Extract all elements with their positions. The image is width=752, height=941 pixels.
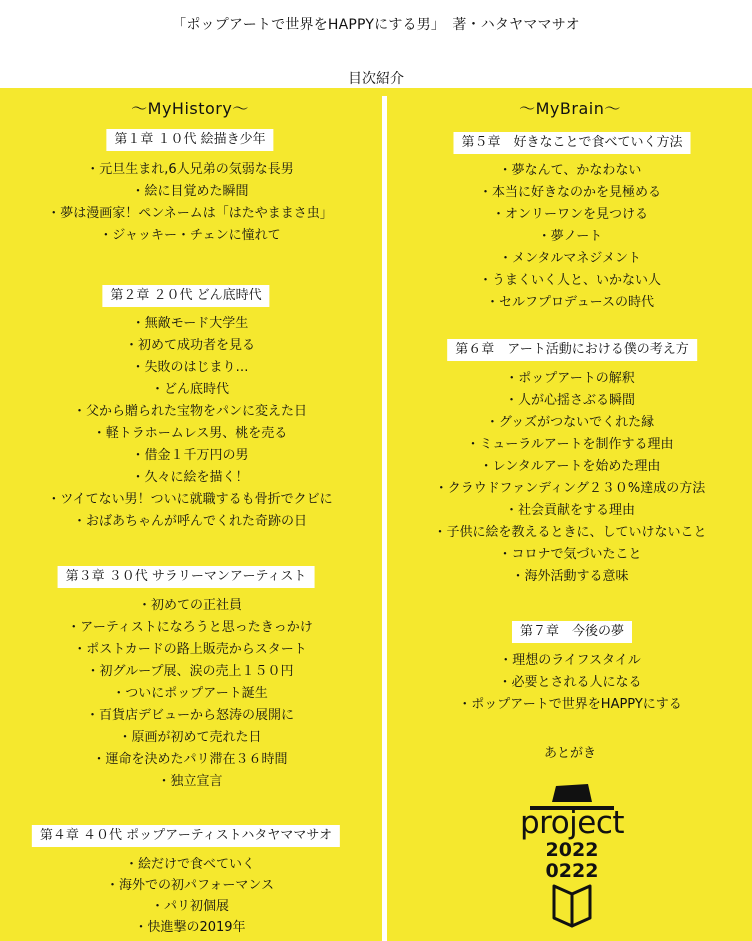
list-item: ・パリ初個展: [150, 899, 229, 914]
logo-date: 0222: [545, 860, 599, 882]
list-item: ・元旦生まれ,6人兄弟の気弱な長男: [86, 162, 294, 177]
list-item: ・アーティストになろうと思ったきっかけ: [67, 620, 313, 635]
chapter-6-title: 第６章 アート活動における僕の考え方: [447, 339, 697, 361]
list-item: ・ジャッキー・チェンに憧れて: [99, 228, 281, 243]
list-item: ・必要とされる人になる: [498, 675, 642, 690]
chapter-2-title: 第２章 ２０代 どん底時代: [102, 285, 269, 307]
chapter-3-title: 第３章 ３０代 サラリーマンアーティスト: [58, 566, 315, 588]
list-item: ・軽トラホームレス男、桃を売る: [92, 426, 288, 441]
list-item: ・おばあちゃんが呼んでくれた奇跡の日: [72, 514, 307, 529]
list-item: ・絵に目覚めた瞬間: [131, 184, 249, 199]
list-item: ・メンタルマネジメント: [498, 251, 642, 266]
chapter-3-items: [0, 595, 380, 793]
project-logo: [516, 780, 628, 930]
chapter-4-items: [0, 854, 380, 938]
list-item: ・人が心揺さぶる瞬間: [504, 393, 635, 408]
list-item: ・夢は漫画家！ペンネームは「はたやままさ虫」: [47, 206, 333, 221]
page-header-title: 「ポップアートで世界をHAPPYにする男」 著・ハタヤママサオ: [172, 17, 580, 33]
list-item: ・無敵モード大学生: [131, 316, 249, 331]
list-item: ・コロナで気づいたこと: [498, 547, 642, 562]
list-item: ・夢ノート: [537, 229, 603, 244]
list-item: ・初めて成功者を見る: [124, 338, 255, 353]
list-item: ・グッズがつないでくれた縁: [485, 415, 655, 430]
chapter-1-items: [0, 159, 380, 247]
list-item: ・海外活動する意味: [511, 569, 629, 584]
list-item: ・失敗のはじまり…: [131, 360, 249, 375]
chapter-2-items: [0, 313, 380, 533]
list-item: ・運命を決めたパリ滞在３６時間: [92, 752, 288, 767]
list-item: ・うまくいく人と、いかない人: [478, 273, 661, 288]
list-item: ・久々に絵を描く！: [131, 470, 249, 485]
list-item: ・快進撃の2019年: [134, 920, 246, 935]
list-item: ・原画が初めて売れた日: [118, 730, 262, 745]
list-item: ・オンリーワンを見つける: [491, 207, 648, 222]
list-item: ・初グループ展、涙の売上１５０円: [86, 664, 294, 679]
list-item: ・ポップアートの解釈: [505, 371, 635, 386]
list-item: ・セルフプロデュースの時代: [486, 295, 654, 310]
list-item: ・借金１千万円の男: [131, 448, 249, 463]
list-item: ・レンタルアートを始めた理由: [479, 459, 661, 474]
chapter-1-title: 第１章 １０代 絵描き少年: [106, 129, 273, 151]
list-item: ・ツイてない男！ついに就職するも骨折でクビに: [47, 492, 333, 507]
chapter-4-title: 第４章 ４０代 ポップアーティストハタヤママサオ: [32, 825, 340, 847]
column-divider: [382, 96, 387, 941]
list-item: ・海外での初パフォーマンス: [106, 878, 274, 893]
list-item: ・父から贈られた宝物をパンに変えた日: [72, 404, 307, 419]
list-item: ・独立宣言: [157, 774, 223, 789]
list-item: ・初めての正社員: [137, 598, 242, 613]
chapter-7-items: [388, 650, 752, 716]
chapter-5-title: 第５章 好きなことで食べていく方法: [453, 132, 690, 154]
chapter-7-title: 第７章 今後の夢: [512, 621, 632, 643]
list-item: ・絵だけで食べていく: [124, 857, 255, 872]
my-brain-heading: ～MyBrain～: [519, 99, 621, 118]
list-item: ・本当に好きなのかを見極める: [478, 185, 661, 200]
chapter-6-items: [388, 368, 752, 588]
afterword: あとがき: [543, 746, 596, 761]
list-item: ・クラウドファンディング２３０%達成の方法: [434, 481, 706, 496]
list-item: ・社会貢献をする理由: [504, 503, 635, 518]
list-item: ・ついにポップアート誕生: [112, 686, 268, 701]
list-item: ・子供に絵を教えるときに、していけないこと: [433, 525, 707, 540]
list-item: ・ポップアートで世界をHAPPYにする: [458, 697, 682, 712]
list-item: ・夢なんて、かなわない: [498, 163, 642, 178]
toc-title: 目次紹介: [348, 71, 404, 87]
list-item: ・どん底時代: [150, 382, 229, 397]
my-history-heading: ～MyHistory～: [131, 99, 249, 118]
list-item: ・ポストカードの路上販売からスタート: [73, 642, 307, 657]
logo-year: 2022: [545, 839, 599, 861]
list-item: ・百貨店デビューから怒涛の展開に: [85, 708, 294, 723]
list-item: ・理想のライフスタイル: [499, 653, 641, 668]
logo-word: project: [519, 805, 625, 841]
list-item: ・ミューラルアートを制作する理由: [466, 437, 674, 452]
chapter-5-items: [388, 160, 752, 314]
